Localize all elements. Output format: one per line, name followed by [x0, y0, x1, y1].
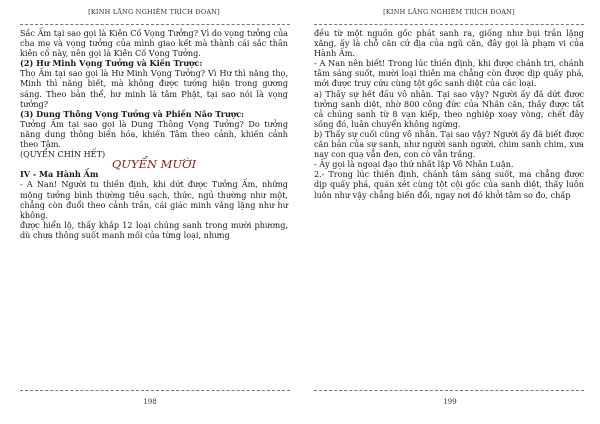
page-number: 199: [443, 398, 457, 406]
paragraph: Tưởng Ấm tại sao gọi là Dung Thông Vọng Tưởng? Do tưởng năng dung thông biến hóa, khiến Tâm theo cảnh, khiến cảnh theo Tâm.: [20, 118, 288, 150]
running-head: [KINH LĂNG NGHIÊM TRÍCH ĐOẠN]: [88, 8, 220, 16]
page-body: [314, 28, 584, 200]
paragraph: b) Thấy sự cuối cũng vô nhân. Tại sao vậy? Người ấy đã biết được căn bản của sự sanh, như người sanh người, chim sanh chim, xưa nay con quạ vẫn đen, con cò vẫn trắng.: [314, 128, 584, 160]
right-page: [300, 0, 600, 424]
paragraph: 2.- Trong lúc thiền định, chánh tâm sáng suốt, ma chẳng được dịp quấy phá, quán xét cùng tột cội gốc của sanh diệt, thấy luôn luôn như vậy chẳng biến đổi, ngay nơi đó khởi tâm so đo, chấp: [314, 169, 584, 200]
page-number: 198: [143, 398, 157, 406]
section-heading: IV - Ma Hành Ấm: [20, 169, 99, 180]
paragraph: - A Nan nên biết! Trong lúc thiền định, khi được chánh tri, chánh tâm sáng suốt, mười loại thiên ma chẳng còn được dịp quấy phá, mới được truy cứu cùng tột gốc sanh diệt của các loại.: [314, 58, 584, 89]
paragraph: - Ấy gọi là ngoại đạo thứ nhất lập Vô Nhân Luận.: [314, 159, 514, 170]
chapter-title: QUYỂN MƯỜI: [111, 157, 197, 172]
footer-divider: [314, 390, 584, 391]
paragraph: đều từ một nguồn gốc phát sanh ra, giống như bụi trần lặng xăng, ấy là chỗ căn cứ địa của ngũ căn, đây gọi là phạm vi của Hành Ấm.: [314, 28, 584, 59]
paragraph: - A Nan! Người tu thiền định, khi dứt được Tưởng Ấm, những mộng tưởng bình thường tiêu sạch, thức, ngủ thường như một, chẳng còn đuổi theo cảnh trần, cái giác minh vắng lặng như hư không.: [20, 179, 288, 220]
paragraph: Sắc Ấm tại sao gọi là Kiên Cố Vọng Tưởng? Vì do vọng tưởng của cha mẹ và vọng tưởng của mình giao kết mà thành cái sắc thân kiên cố này, nên gọi là Kiên Cố Vọng Tưởng.: [20, 28, 288, 59]
header-divider: [20, 24, 290, 25]
header-divider: [314, 24, 584, 25]
chapter-end-note: (QUYỂN CHÍN HẾT): [20, 149, 106, 160]
page-body: [20, 28, 288, 240]
paragraph: được hiển lộ, thấy khắp 12 loại chúng sanh trong mười phương, dù chưa thông suốt manh mối của từng loại, nhưng: [20, 219, 288, 240]
subsection-heading: (3) Dung Thông Vọng Tưởng và Phiền Não Trược:: [20, 108, 245, 119]
running-head: [KINH LĂNG NGHIÊM TRÍCH ĐOẠN]: [383, 8, 515, 16]
subsection-heading: (2) Hư Minh Vọng Tưởng và Kiến Trược:: [20, 58, 203, 69]
paragraph: Thọ Ấm tại sao gọi là Hư Minh Vọng Tưởng? Vì Hư thì năng thọ, Minh thì năng biết, mà không được tướng hiện trong gương sáng. Theo bản thể, hư minh là tâm Phật, tại sao nói là vọng tưởng?: [20, 68, 288, 109]
paragraph: a) Thấy sự hết đầu vô nhân. Tại sao vậy? Người ấy đã dứt được tưởng sanh diệt, nhờ 800 công đức của Nhãn căn, thấy được tất cả chúng sanh từ 8 vạn kiếp, theo nghiệp xoay vòng, chết đây sống đó, luân chuyển không ngừng.: [314, 88, 584, 129]
footer-divider: [20, 390, 290, 391]
